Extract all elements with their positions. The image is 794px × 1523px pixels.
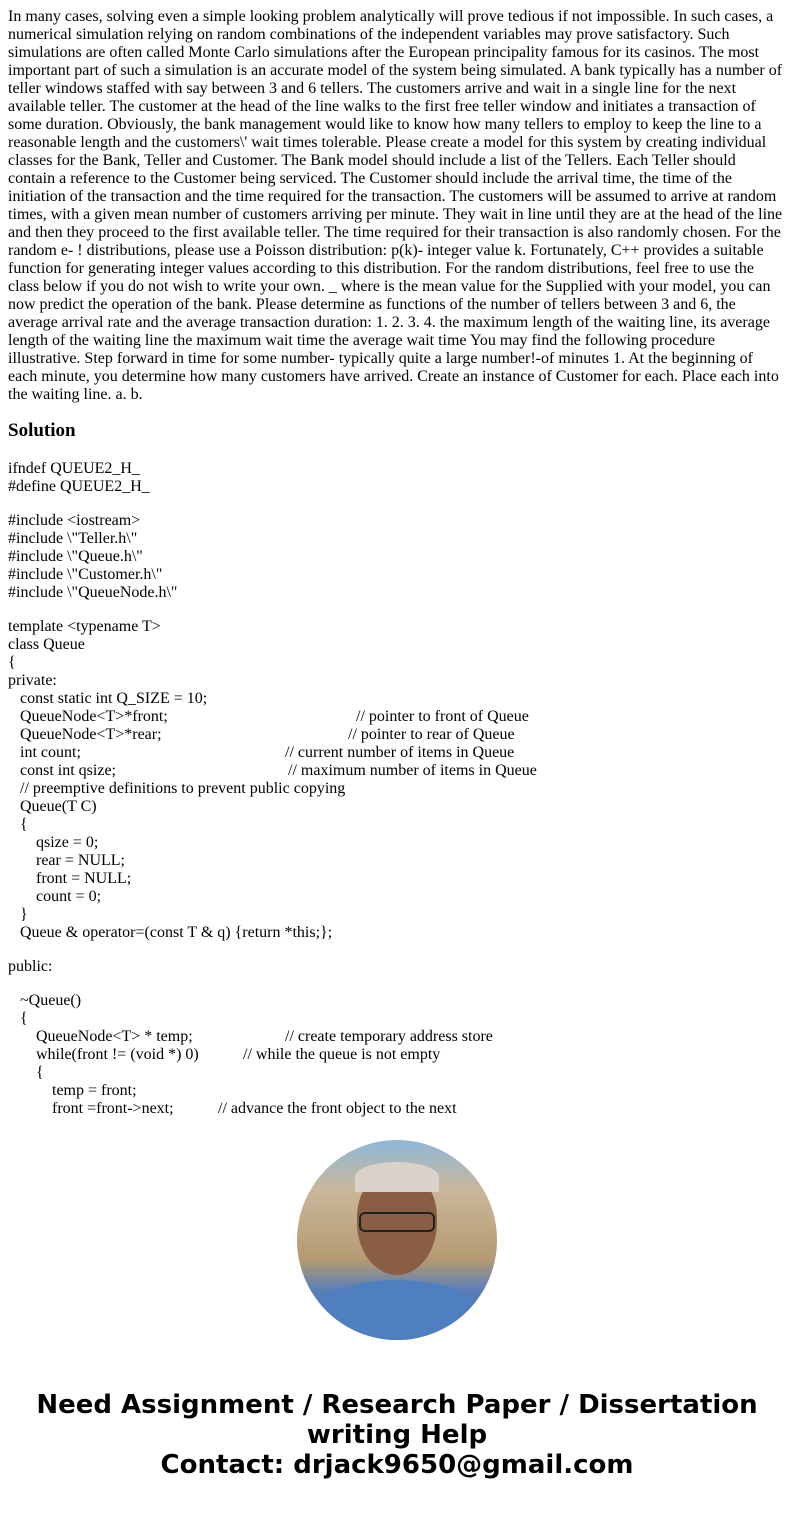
code-text: QueueNode<T>*rear; bbox=[20, 726, 162, 743]
code-line: count = 0; bbox=[36, 888, 102, 905]
code-text: QueueNode<T>*front; bbox=[20, 708, 168, 725]
code-line: ifndef QUEUE2_H_ bbox=[8, 460, 140, 477]
code-line: { bbox=[36, 1064, 44, 1081]
code-text: while(front != (void *) 0) bbox=[36, 1046, 199, 1063]
code-text: QueueNode<T> * temp; bbox=[36, 1028, 193, 1045]
code-text: const int qsize; bbox=[20, 762, 116, 779]
code-line bbox=[8, 1046, 786, 1064]
code-line: #include \"Queue.h\" bbox=[8, 548, 143, 565]
code-line: ~Queue() bbox=[20, 992, 82, 1009]
glasses-shape bbox=[359, 1212, 435, 1232]
hair-shape bbox=[355, 1162, 439, 1192]
code-line: { bbox=[20, 816, 28, 833]
code-line: public: bbox=[8, 958, 53, 975]
question-text: In many cases, solving even a simple looking problem analytically will prove tedious if not impossible. In such cases, a numerical simulation relying on random combinations of the independent variables may prove satisfactory. Such simulations are often called Monte Carlo simulations after the European principality famous for its casinos. The most important part of such a simulation is an accurate model of the system being simulated. A bank typically has a number of teller windows staffed with say between 3 and 6 tellers. The customers arrive and wait in a single line for the next available teller. The customer at the head of the line walks to the first free teller window and initiates a transaction of some duration. Obviously, the bank management would like to know how many tellers to employ to keep the line to a reasonable length and the customers\' wait times tolerable. Please create a model for this system by creating individual classes for the Bank, Teller and Customer. The Bank model should include a list of the Tellers. Each Teller should contain a reference to the Customer being serviced. The Customer should include the arrival time, the time of the initiation of the transaction and the time required for the transaction. The customers will be assumed to arrive at random times, with a given mean number of customers arriving per minute. They wait in line until they are at the head of the line and then they proceed to the first available teller. The time required for their transaction is also randomly chosen. For the random e- ! distributions, please use a Poisson distribution: p(k)- integer value k. Fortunately, C++ provides a suitable function for generating integer values according to this distribution. For the random distributions, feel free to use the class below if you do not wish to write your own. _ where is the mean value for the Supplied with your model, you can now predict the operation of the bank. Please determine as functions of the number of tellers between 3 and 6, the average arrival rate and the average transaction duration: 1. 2. 3. 4. the maximum length of the waiting line, its average length of the waiting line the maximum wait time the average wait time You may find the following procedure illustrative. Step forward in time for some number- typically quite a large number!-of minutes 1. At the beginning of each minute, you determine how many customers have arrived. Create an instance of Customer for each. Place each into the waiting line. a. b. bbox=[8, 8, 783, 403]
code-line bbox=[8, 708, 786, 726]
footer-contact: Contact: drjack9650@gmail.com bbox=[160, 1450, 634, 1480]
code-comment: // current number of items in Queue bbox=[285, 744, 515, 761]
code-comment: // maximum number of items in Queue bbox=[288, 762, 537, 779]
code-line: { bbox=[8, 654, 16, 671]
code-line: template <typename T> bbox=[8, 618, 161, 635]
code-comment: // create temporary address store bbox=[285, 1028, 493, 1045]
code-line: Queue(T C) bbox=[20, 798, 97, 815]
code-comment: // pointer to rear of Queue bbox=[348, 726, 515, 743]
code-line bbox=[8, 1028, 786, 1046]
code-line: #include \"Teller.h\" bbox=[8, 530, 138, 547]
code-line: #define QUEUE2_H_ bbox=[8, 478, 150, 495]
code-line bbox=[8, 1100, 786, 1118]
code-text: int count; bbox=[20, 744, 81, 761]
code-line: front = NULL; bbox=[36, 870, 132, 887]
code-line: #include \"QueueNode.h\" bbox=[8, 584, 178, 601]
code-comment: // advance the front object to the next bbox=[218, 1100, 457, 1117]
code-block bbox=[8, 460, 786, 1118]
code-line: private: bbox=[8, 672, 57, 689]
code-line: #include \"Customer.h\" bbox=[8, 566, 163, 583]
code-line: qsize = 0; bbox=[36, 834, 99, 851]
author-photo bbox=[297, 1140, 497, 1340]
code-line: { bbox=[20, 1010, 28, 1027]
code-line: Queue & operator=(const T & q) {return *this;}; bbox=[20, 924, 333, 941]
code-line: class Queue bbox=[8, 636, 85, 653]
code-comment: // pointer to front of Queue bbox=[356, 708, 529, 725]
code-line bbox=[8, 726, 786, 744]
code-comment: // while the queue is not empty bbox=[243, 1046, 441, 1063]
code-line: #include <iostream> bbox=[8, 512, 141, 529]
footer-banner bbox=[8, 1390, 786, 1480]
code-line: // preemptive definitions to prevent public copying bbox=[20, 780, 346, 797]
code-line: const static int Q_SIZE = 10; bbox=[20, 690, 208, 707]
shirt-shape bbox=[307, 1280, 487, 1340]
code-line: } bbox=[20, 906, 28, 923]
solution-heading: Solution bbox=[8, 420, 76, 441]
code-text: front =front->next; bbox=[52, 1100, 174, 1117]
code-line: rear = NULL; bbox=[36, 852, 125, 869]
footer-help-text: Need Assignment / Research Paper / Dissertation writing Help bbox=[36, 1390, 758, 1450]
code-line bbox=[8, 762, 786, 780]
code-line: temp = front; bbox=[52, 1082, 137, 1099]
code-line bbox=[8, 744, 786, 762]
